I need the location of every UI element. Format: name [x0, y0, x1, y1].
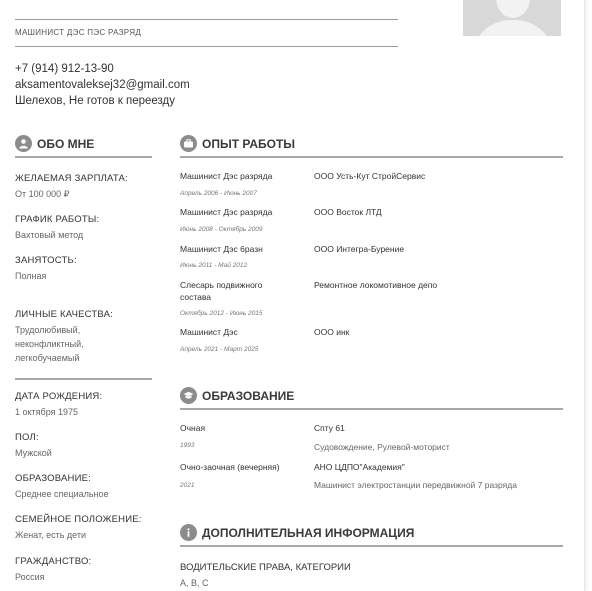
education-institution: Спту 61 [314, 423, 345, 433]
education-level-label: ОБРАЗОВАНИЕ: [15, 473, 91, 484]
education-section-title: ОБРАЗОВАНИЕ [202, 388, 295, 403]
education-year: 1993 [180, 442, 195, 449]
education-form: Очная [180, 423, 206, 433]
job-title: Машинист Дэс разряда [180, 207, 273, 217]
job-dates: Июнь 2008 - Октябрь 2009 [180, 226, 263, 233]
briefcase-icon [180, 135, 197, 152]
employment-label: ЗАНЯТОСТЬ: [15, 255, 77, 266]
about-section-title: ОБО МНЕ [37, 136, 95, 151]
job-title-line-1: Слесарь подвижного [180, 280, 263, 290]
education-institution: АНО ЦДПО"Академия" [314, 462, 405, 472]
job-dates: Октябрь 2012 - Июнь 2015 [180, 310, 263, 317]
education-specialty: Судовождение, Рулевой-моторист [314, 442, 450, 452]
info-icon [180, 524, 197, 541]
marital-status-label: СЕМЕЙНОЕ ПОЛОЖЕНИЕ: [15, 514, 142, 525]
personal-qualities-line-1: Трудолюбивый, [15, 325, 81, 335]
job-title-line-2: состава [180, 292, 211, 302]
education-level-value: Среднее специальное [15, 489, 109, 499]
header-top-divider [15, 19, 398, 20]
phone-number[interactable]: +7 (914) 912-13-90 [15, 63, 114, 75]
employment-value: Полная [15, 271, 47, 281]
desired-position: МАШИНИСТ ДЭС ПЭС РАЗРЯД [15, 28, 142, 37]
education-section-header [180, 387, 294, 404]
job-dates: Апрель 2006 - Июнь 2007 [180, 190, 257, 197]
user-icon [15, 135, 32, 152]
gender-value: Мужской [15, 448, 52, 458]
salary-label: ЖЕЛАЕМАЯ ЗАРПЛАТА: [15, 173, 128, 184]
header-bottom-divider [15, 46, 398, 47]
additional-section-divider [180, 545, 563, 547]
avatar-head [496, 0, 530, 18]
driver-license-value: A, B, C [180, 578, 209, 588]
job-company: ООО инк [314, 327, 350, 337]
job-title: Машинист Дэс [180, 327, 238, 337]
salary-value: От 100 000 ₽ [15, 189, 70, 199]
about-section-header [15, 135, 94, 152]
personal-qualities-line-2: неконфликтный, [15, 339, 84, 349]
additional-section-header [180, 524, 414, 541]
job-company: ООО Интегра-Бурение [314, 244, 405, 254]
citizenship-label: ГРАЖДАНСТВО: [15, 556, 92, 567]
job-company: Ремонтное локомотивное депо [314, 280, 438, 290]
job-dates: Апрель 2021 - Март 2025 [180, 346, 259, 353]
job-dates: Июнь 2011 - Май 2012 [180, 262, 248, 269]
about-subsection-divider [15, 378, 152, 380]
location: Шелехов, Не готов к переезду [15, 95, 176, 107]
graduation-icon [180, 387, 197, 404]
email-address[interactable]: aksamentovaleksej32@gmail.com [15, 79, 190, 91]
education-form: Очно-заочная (вечерняя) [180, 462, 280, 472]
schedule-label: ГРАФИК РАБОТЫ: [15, 214, 100, 225]
gender-label: ПОЛ: [15, 432, 39, 443]
job-title: Машинист Дэс 6разн [180, 244, 263, 254]
avatar-shoulders [471, 20, 555, 36]
job-company: ООО Усть-Кут СтройСервис [314, 171, 426, 181]
experience-section-header [180, 135, 295, 152]
job-title: Машинист Дэс разряда [180, 171, 273, 181]
schedule-value: Вахтовый метод [15, 230, 84, 240]
experience-section-divider [180, 156, 563, 158]
personal-qualities-label: ЛИЧНЫЕ КАЧЕСТВА: [15, 309, 113, 320]
profile-photo-placeholder [463, 0, 561, 36]
personal-qualities-line-3: легкобучаемый [15, 353, 80, 363]
education-specialty: Машинист электростанции передвижной 7 разряда [314, 480, 517, 490]
citizenship-value: Россия [15, 572, 45, 582]
about-section-divider [15, 156, 152, 158]
education-section-divider [180, 408, 563, 410]
marital-status-value: Женат, есть дети [15, 530, 87, 540]
experience-section-title: ОПЫТ РАБОТЫ [202, 136, 296, 151]
education-year: 2021 [180, 482, 195, 489]
driver-license-label: ВОДИТЕЛЬСКИЕ ПРАВА, КАТЕГОРИИ [180, 562, 351, 573]
birth-date-label: ДАТА РОЖДЕНИЯ: [15, 391, 103, 402]
additional-section-title: ДОПОЛНИТЕЛЬНАЯ ИНФОРМАЦИЯ [202, 525, 415, 540]
birth-date-value: 1 октября 1975 [15, 407, 78, 417]
job-company: ООО Восток ЛТД [314, 207, 382, 217]
